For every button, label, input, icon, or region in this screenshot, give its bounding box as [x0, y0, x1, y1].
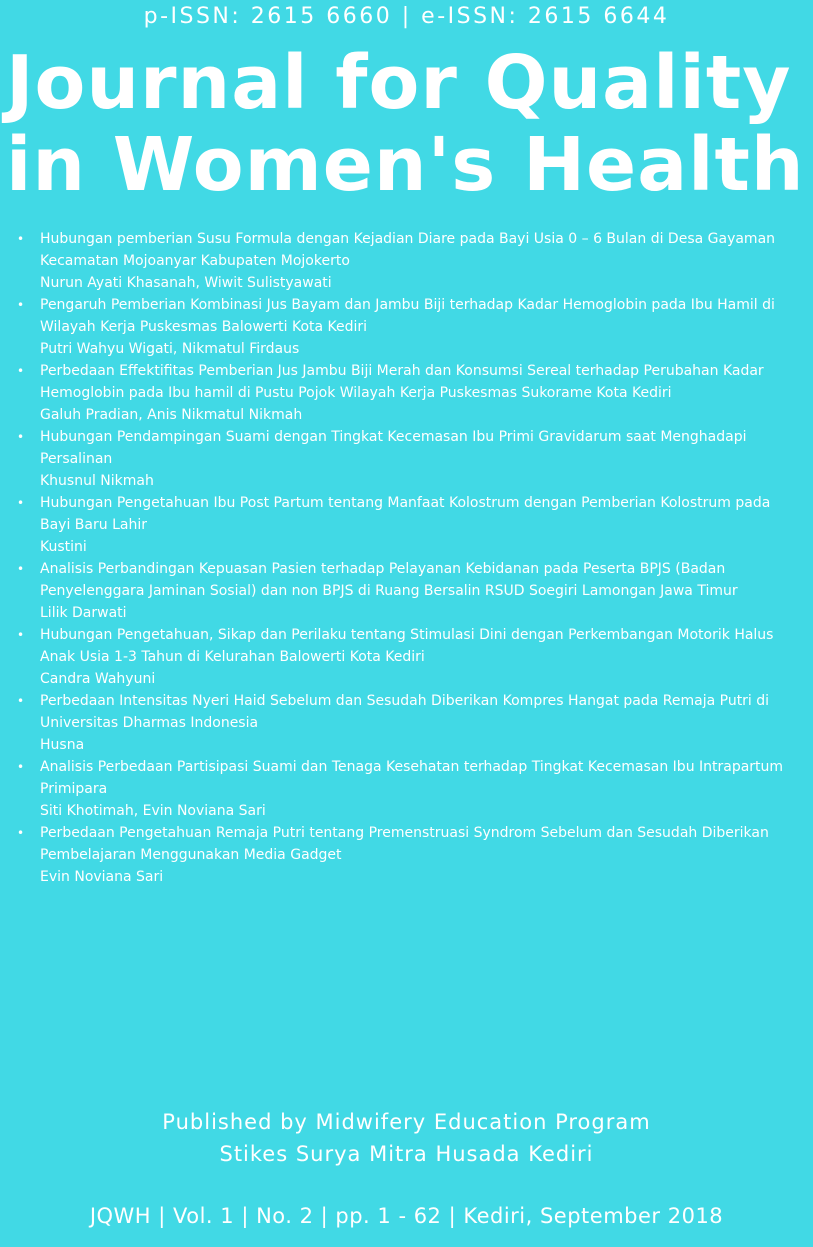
- journal-title-line-2: in Women's Health: [6, 122, 805, 208]
- article-item: [0, 624, 813, 690]
- bullet-icon: •: [17, 760, 25, 774]
- article-item: [0, 360, 813, 426]
- article-authors: Khusnul Nikmah: [40, 473, 154, 489]
- publisher-line-1: Published by Midwifery Education Program: [162, 1110, 651, 1134]
- article-item: [0, 426, 813, 492]
- article-title: Hubungan Pengetahuan Ibu Post Partum tentang Manfaat Kolostrum dengan Pemberian Kolostrum pada Bayi Baru Lahir: [40, 495, 771, 533]
- article-title: Analisis Perbandingan Kepuasan Pasien terhadap Pelayanan Kebidanan pada Peserta BPJS (Badan Penyelenggara Jaminan Sosial) dan non BPJS di Ruang Bersalin RSUD Soegiri Lamongan Jawa Timur: [40, 561, 738, 599]
- bullet-icon: •: [17, 232, 25, 246]
- article-title: Analisis Perbedaan Partisipasi Suami dan Tenaga Kesehatan terhadap Tingkat Kecemasan Ibu Intrapartum Primipara: [40, 759, 784, 797]
- article-item: [0, 756, 813, 822]
- article-item: [0, 558, 813, 624]
- article-authors: Husna: [40, 737, 85, 753]
- article-title: Perbedaan Effektifitas Pemberian Jus Jambu Biji Merah dan Konsumsi Sereal terhadap Perubahan Kadar Hemoglobin pada Ibu hamil di Pustu Pojok Wilayah Kerja Puskesmas Sukorame Kota Kediri: [40, 363, 764, 401]
- journal-title-line-1: Journal for Quality: [6, 40, 792, 126]
- article-list: [0, 228, 813, 888]
- publisher-line-2: Stikes Surya Mitra Husada Kediri: [219, 1142, 594, 1166]
- article-authors: Galuh Pradian, Anis Nikmatul Nikmah: [40, 407, 303, 423]
- bullet-icon: •: [17, 298, 25, 312]
- bullet-icon: •: [17, 628, 25, 642]
- bullet-icon: •: [17, 496, 25, 510]
- article-title: Hubungan Pendampingan Suami dengan Tingkat Kecemasan Ibu Primi Gravidarum saat Menghadapi Persalinan: [40, 429, 747, 467]
- bullet-icon: •: [17, 430, 25, 444]
- issn-line: p-ISSN: 2615 6660 | e-ISSN: 2615 6644: [143, 4, 670, 29]
- volume-info: JQWH | Vol. 1 | No. 2 | pp. 1 - 62 | Kediri, September 2018: [89, 1204, 724, 1228]
- bullet-icon: •: [17, 562, 25, 576]
- article-title: Hubungan Pengetahuan, Sikap dan Perilaku tentang Stimulasi Dini dengan Perkembangan Motorik Halus Anak Usia 1-3 Tahun di Kelurahan Balowerti Kota Kediri: [40, 627, 774, 665]
- bullet-icon: •: [17, 826, 25, 840]
- article-item: [0, 228, 813, 294]
- bullet-icon: •: [17, 364, 25, 378]
- bullet-icon: •: [17, 694, 25, 708]
- article-title: Perbedaan Intensitas Nyeri Haid Sebelum dan Sesudah Diberikan Kompres Hangat pada Remaja Putri di Universitas Dharmas Indonesia: [40, 693, 770, 731]
- article-authors: Putri Wahyu Wigati, Nikmatul Firdaus: [40, 341, 300, 357]
- article-title: Pengaruh Pemberian Kombinasi Jus Bayam dan Jambu Biji terhadap Kadar Hemoglobin pada Ibu Hamil di Wilayah Kerja Puskesmas Balowerti Kota Kediri: [40, 297, 775, 335]
- publisher-block: [0, 1106, 813, 1170]
- article-title: Perbedaan Pengetahuan Remaja Putri tentang Premenstruasi Syndrom Sebelum dan Sesudah Diberikan Pembelajaran Menggunakan Media Gadget: [40, 825, 769, 863]
- article-authors: Lilik Darwati: [40, 605, 127, 621]
- article-authors: Candra Wahyuni: [40, 671, 156, 687]
- journal-title: [6, 42, 805, 206]
- article-item: [0, 294, 813, 360]
- article-authors: Siti Khotimah, Evin Noviana Sari: [40, 803, 266, 819]
- article-authors: Evin Noviana Sari: [40, 869, 164, 885]
- article-item: [0, 822, 813, 888]
- article-authors: Kustini: [40, 539, 87, 555]
- article-item: [0, 492, 813, 558]
- article-item: [0, 690, 813, 756]
- article-authors: Nurun Ayati Khasanah, Wiwit Sulistyawati: [40, 275, 332, 291]
- article-title: Hubungan pemberian Susu Formula dengan Kejadian Diare pada Bayi Usia 0 – 6 Bulan di Desa Gayaman Kecamatan Mojoanyar Kabupaten Mojokerto: [40, 231, 776, 269]
